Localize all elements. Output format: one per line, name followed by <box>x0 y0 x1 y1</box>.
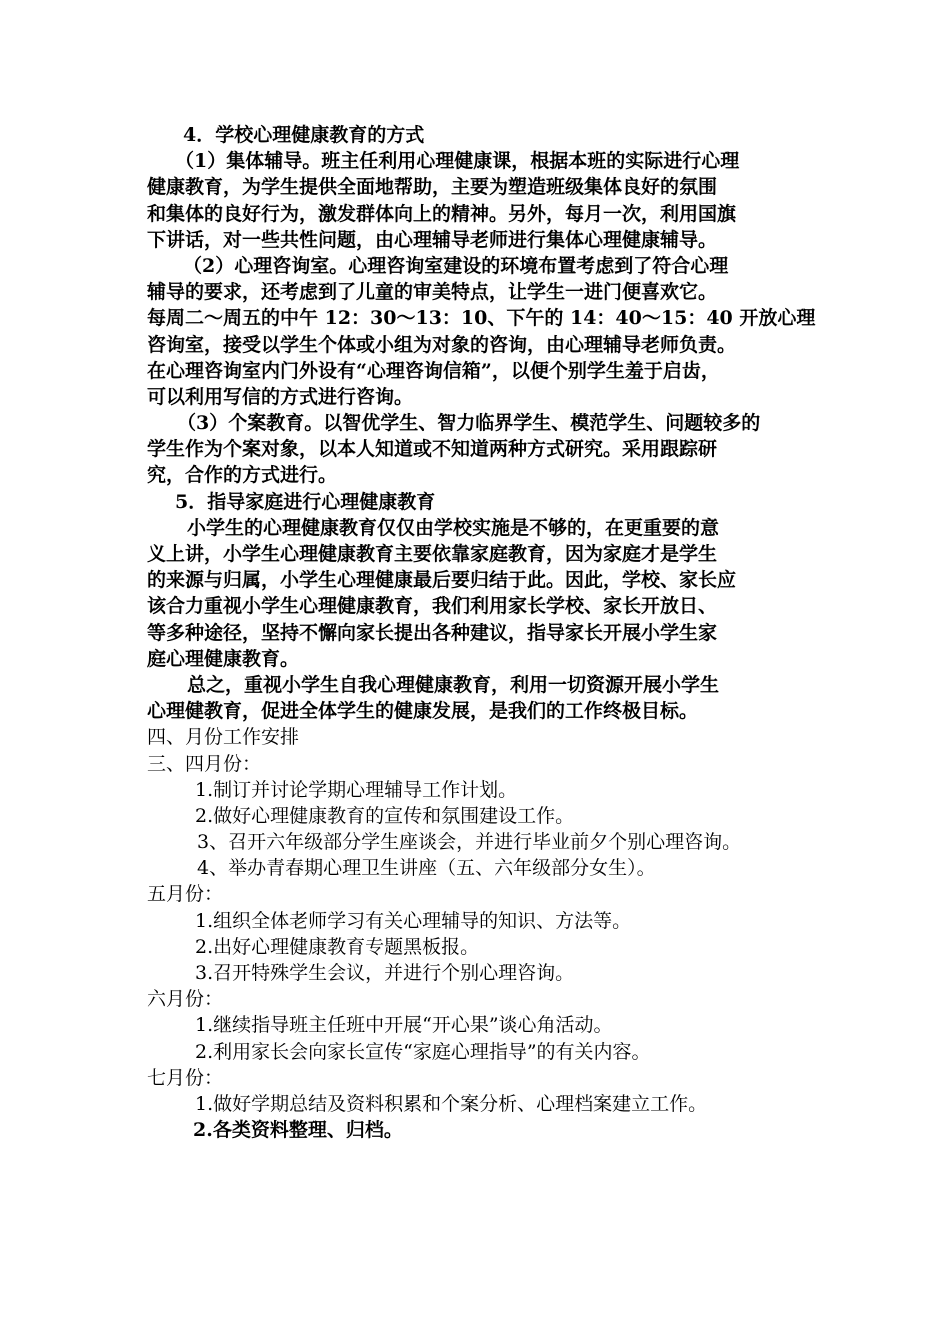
paragraph-line: 每周二～周五的中午 12：30～13：10、下午的 14：40～15：40 开放心理 <box>147 307 816 330</box>
schedule-item: 2.出好心理健康教育专题黑板报。 <box>195 935 480 958</box>
paragraph-line: （2）心理咨询室。心理咨询室建设的环境布置考虑到了符合心理 <box>183 254 729 277</box>
document-body <box>147 122 827 1143</box>
paragraph-line: 和集体的良好行为，激发群体向上的精神。另外，每月一次，利用国旗 <box>147 202 737 225</box>
schedule-item: 1.做好学期总结及资料积累和个案分析、心理档案建立工作。 <box>195 1092 708 1115</box>
paragraph-line: 庭心理健康教育。 <box>147 647 300 670</box>
paragraph-line: 心理健教育，促进全体学生的健康发展，是我们的工作终极目标。 <box>147 700 699 723</box>
paragraph-summary <box>147 672 827 724</box>
schedule-item: 1.继续指导班主任班中开展“开心果”谈心角活动。 <box>195 1014 613 1037</box>
april-label: 三、四月份： <box>147 752 262 775</box>
paragraph-line: 咨询室，接受以学生个体或小组为对象的咨询，由心理辅导老师负责。 <box>147 333 737 356</box>
paragraph-line: 等多种途径，坚持不懈向家长提出各种建议，指导家长开展小学生家 <box>147 621 718 644</box>
section-4-heading: 4．学校心理健康教育的方式 <box>183 124 425 146</box>
schedule-item: 2.利用家长会向家长宣传“家庭心理指导”的有关内容。 <box>195 1040 651 1063</box>
schedule-item: 1.组织全体老师学习有关心理辅导的知识、方法等。 <box>195 909 632 932</box>
schedule-title: 四、月份工作安排 <box>147 726 300 749</box>
paragraph-line: 小学生的心理健康教育仅仅由学校实施是不够的，在更重要的意 <box>187 516 720 539</box>
june-label: 六月份： <box>147 988 224 1011</box>
paragraph-line: 辅导的要求，还考虑到了儿童的审美特点，让学生一进门便喜欢它。 <box>147 281 718 304</box>
paragraph-line: 学生作为个案对象，以本人知道或不知道两种方式研究。采用跟踪研 <box>147 438 718 461</box>
paragraph-counseling-room <box>147 253 827 410</box>
paragraph-line: 在心理咨询室内门外设有“心理咨询信箱”，以便个别学生羞于启齿， <box>147 359 720 382</box>
schedule-item: 2.各类资料整理、归档。 <box>193 1119 403 1142</box>
paragraph-line: 下讲话，对一些共性问题，由心理辅导老师进行集体心理健康辅导。 <box>147 228 718 251</box>
schedule-item: 3.召开特殊学生会议，并进行个别心理咨询。 <box>195 962 575 984</box>
paragraph-line: 健康教育，为学生提供全面地帮助，主要为塑造班级集体良好的氛围 <box>147 176 718 199</box>
paragraph-case-education <box>147 410 827 489</box>
paragraph-family-education <box>147 515 827 672</box>
paragraph-line: 义上讲，小学生心理健康教育主要依靠家庭教育，因为家庭才是学生 <box>147 543 718 565</box>
schedule-item: 3、召开六年级部分学生座谈会，并进行毕业前夕个别心理咨询。 <box>197 831 742 854</box>
paragraph-line: （1）集体辅导。班主任利用心理健康课，根据本班的实际进行心理 <box>175 150 740 173</box>
schedule-item: 4、举办青春期心理卫生讲座（五、六年级部分女生）。 <box>197 857 656 880</box>
may-label: 五月份： <box>147 883 224 906</box>
july-label: 七月份： <box>147 1066 224 1089</box>
paragraph-line: （3）个案教育。以智优学生、智力临界学生、模范学生、问题较多的 <box>177 412 761 435</box>
section-5-heading: 5．指导家庭进行心理健康教育 <box>175 490 436 513</box>
schedule-item: 1.制订并讨论学期心理辅导工作计划。 <box>195 778 518 801</box>
paragraph-line: 该合力重视小学生心理健康教育，我们利用家长学校、家长开放日、 <box>147 595 718 618</box>
schedule-item: 2.做好心理健康教育的宣传和氛围建设工作。 <box>195 804 575 827</box>
paragraph-line: 总之，重视小学生自我心理健康教育，利用一切资源开展小学生 <box>187 673 720 696</box>
paragraph-line: 的来源与归属，小学生心理健康最后要归结于此。因此，学校、家长应 <box>147 569 737 592</box>
paragraph-line: 究，合作的方式进行。 <box>147 464 338 487</box>
paragraph-line: 可以利用写信的方式进行咨询。 <box>147 385 414 408</box>
paragraph-group-counseling <box>147 148 827 253</box>
